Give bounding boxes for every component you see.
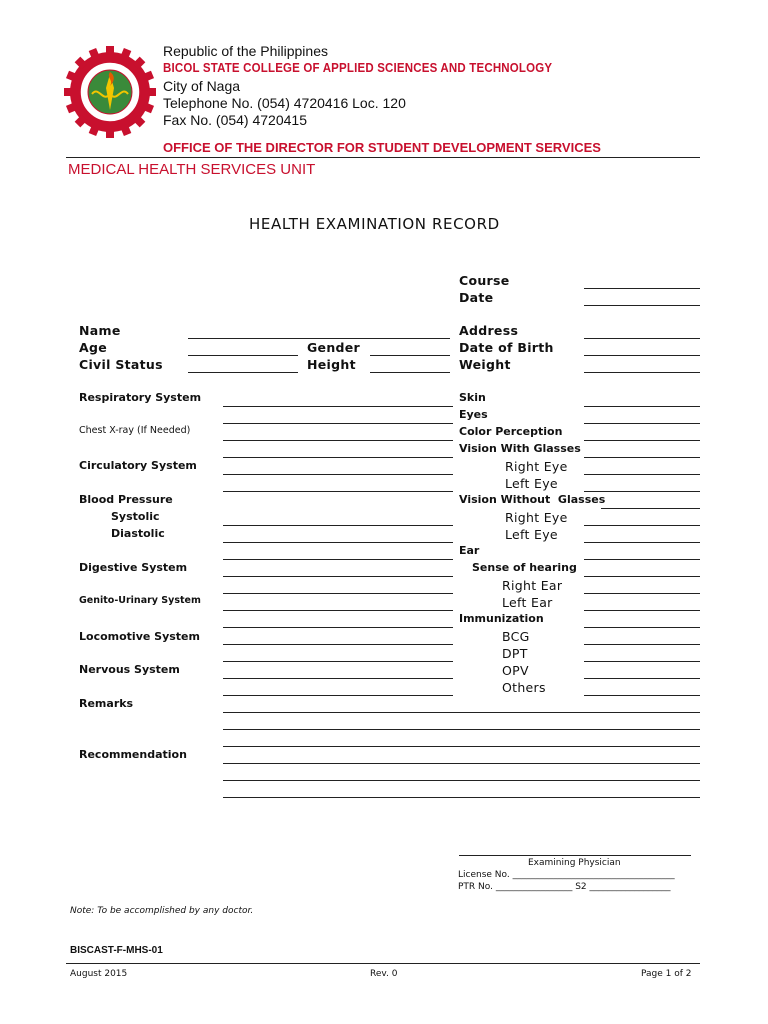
skin-field[interactable] — [584, 406, 700, 407]
circulatory-field-2[interactable] — [223, 474, 453, 475]
college-name: BICOL STATE COLLEGE OF APPLIED SCIENCES AND TECHNOLOGY — [163, 61, 553, 75]
others-field[interactable] — [584, 695, 700, 696]
vision-without-glasses-label: Vision Without Glasses — [459, 493, 606, 506]
opv-label: OPV — [502, 663, 529, 678]
right-ear-label: Right Ear — [502, 578, 563, 593]
form-title: HEALTH EXAMINATION RECORD — [249, 215, 500, 233]
blood-pressure-label: Blood Pressure — [79, 493, 173, 506]
date-label: Date — [459, 290, 494, 305]
left-eye-label-2: Left Eye — [505, 527, 558, 542]
skin-label: Skin — [459, 391, 486, 404]
examining-physician-label: Examining Physician — [528, 858, 621, 868]
respiratory-field-1[interactable] — [223, 406, 453, 407]
recommendation-field-3[interactable] — [223, 780, 700, 781]
right-eye-field-1[interactable] — [584, 474, 700, 475]
vision-with-glasses-label: Vision With Glasses — [459, 442, 581, 455]
opv-field[interactable] — [584, 678, 700, 679]
weight-field[interactable] — [584, 372, 700, 373]
remarks-label: Remarks — [79, 697, 134, 710]
ear-label: Ear — [459, 544, 480, 557]
immunization-field[interactable] — [584, 627, 700, 628]
civil-status-field[interactable] — [188, 372, 298, 373]
office-line: OFFICE OF THE DIRECTOR FOR STUDENT DEVELOPMENT SERVICES — [163, 140, 601, 155]
circulatory-field-3[interactable] — [223, 491, 453, 492]
genito-field-1[interactable] — [223, 593, 453, 594]
name-label: Name — [79, 323, 121, 338]
eyes-label: Eyes — [459, 408, 488, 421]
locomotive-field-2[interactable] — [223, 644, 453, 645]
digestive-field-1[interactable] — [223, 559, 453, 560]
weight-label: Weight — [459, 357, 511, 372]
color-perception-label: Color Perception — [459, 425, 563, 438]
systolic-label: Systolic — [111, 510, 160, 523]
vision-without-glasses-field[interactable] — [601, 508, 700, 509]
left-ear-field[interactable] — [584, 610, 700, 611]
locomotive-field-1[interactable] — [223, 627, 453, 628]
nervous-field-2[interactable] — [223, 678, 453, 679]
immunization-label: Immunization — [459, 612, 544, 625]
circulatory-field-1[interactable] — [223, 457, 453, 458]
others-label: Others — [502, 680, 546, 695]
right-eye-label-2: Right Eye — [505, 510, 568, 525]
right-ear-field[interactable] — [584, 593, 700, 594]
course-label: Course — [459, 273, 510, 288]
left-eye-field-1[interactable] — [584, 491, 700, 492]
gender-field[interactable] — [370, 355, 450, 356]
dpt-field[interactable] — [584, 661, 700, 662]
unit-title: MEDICAL HEALTH SERVICES UNIT — [68, 161, 316, 178]
remarks-field-1[interactable] — [223, 712, 700, 713]
sense-of-hearing-label: Sense of hearing — [472, 561, 577, 574]
ptr-line: PTR No. _________________ S2 __________________ — [458, 882, 671, 892]
digestive-field-2[interactable] — [223, 576, 453, 577]
diastolic-label: Diastolic — [111, 527, 165, 540]
footer-rev: Rev. 0 — [370, 969, 398, 979]
address-field[interactable] — [584, 338, 700, 339]
eyes-field[interactable] — [584, 423, 700, 424]
physician-signature-line[interactable] — [459, 855, 691, 856]
respiratory-label: Respiratory System — [79, 391, 202, 404]
sense-of-hearing-field[interactable] — [584, 576, 700, 577]
note-text: Note: To be accomplished by any doctor. — [70, 906, 254, 916]
date-of-birth-label: Date of Birth — [459, 340, 554, 355]
respiratory-field-2[interactable] — [223, 423, 453, 424]
vision-with-glasses-field[interactable] — [584, 457, 700, 458]
left-ear-label: Left Ear — [502, 595, 553, 610]
nervous-label: Nervous System — [79, 663, 180, 676]
course-field[interactable] — [584, 288, 700, 289]
nervous-field-3[interactable] — [223, 695, 453, 696]
digestive-label: Digestive System — [79, 561, 188, 574]
age-label: Age — [79, 340, 107, 355]
systolic-field[interactable] — [223, 525, 453, 526]
license-line: License No. ____________________________________ — [458, 870, 675, 880]
date-of-birth-field[interactable] — [584, 355, 700, 356]
genito-label: Genito-Urinary System — [79, 595, 201, 606]
right-eye-label-1: Right Eye — [505, 459, 568, 474]
college-seal-logo — [62, 44, 158, 140]
city-line: City of Naga — [163, 78, 241, 94]
nervous-field-1[interactable] — [223, 661, 453, 662]
remarks-field-2[interactable] — [223, 729, 700, 730]
gender-label: Gender — [307, 340, 361, 355]
diastolic-field[interactable] — [223, 542, 453, 543]
color-perception-field[interactable] — [584, 440, 700, 441]
footer-date: August 2015 — [70, 969, 128, 979]
footer-page: Page 1 of 2 — [641, 969, 692, 979]
left-eye-label-1: Left Eye — [505, 476, 558, 491]
republic-line: Republic of the Philippines — [163, 43, 328, 59]
chest-xray-label: Chest X-ray (If Needed) — [79, 425, 191, 436]
footer-divider — [66, 963, 700, 964]
recommendation-field-2[interactable] — [223, 763, 700, 764]
recommendation-field-1[interactable] — [223, 746, 700, 747]
genito-field-2[interactable] — [223, 610, 453, 611]
right-eye-field-2[interactable] — [584, 525, 700, 526]
bcg-label: BCG — [502, 629, 530, 644]
address-label: Address — [459, 323, 519, 338]
fax-line: Fax No. (054) 4720415 — [163, 112, 307, 128]
header-divider — [66, 157, 700, 158]
civil-status-label: Civil Status — [79, 357, 163, 372]
age-field[interactable] — [188, 355, 298, 356]
locomotive-label: Locomotive System — [79, 630, 200, 643]
height-label: Height — [307, 357, 356, 372]
height-field[interactable] — [370, 372, 450, 373]
chest-xray-field[interactable] — [223, 440, 453, 441]
telephone-line: Telephone No. (054) 4720416 Loc. 120 — [163, 95, 406, 111]
form-code: BISCAST-F-MHS-01 — [70, 945, 163, 956]
ear-field[interactable] — [584, 559, 700, 560]
bcg-field[interactable] — [584, 644, 700, 645]
recommendation-field-4[interactable] — [223, 797, 700, 798]
recommendation-label: Recommendation — [79, 748, 187, 761]
circulatory-label: Circulatory System — [79, 459, 197, 472]
name-field[interactable] — [188, 338, 450, 339]
date-field[interactable] — [584, 305, 700, 306]
left-eye-field-2[interactable] — [584, 542, 700, 543]
dpt-label: DPT — [502, 646, 528, 661]
